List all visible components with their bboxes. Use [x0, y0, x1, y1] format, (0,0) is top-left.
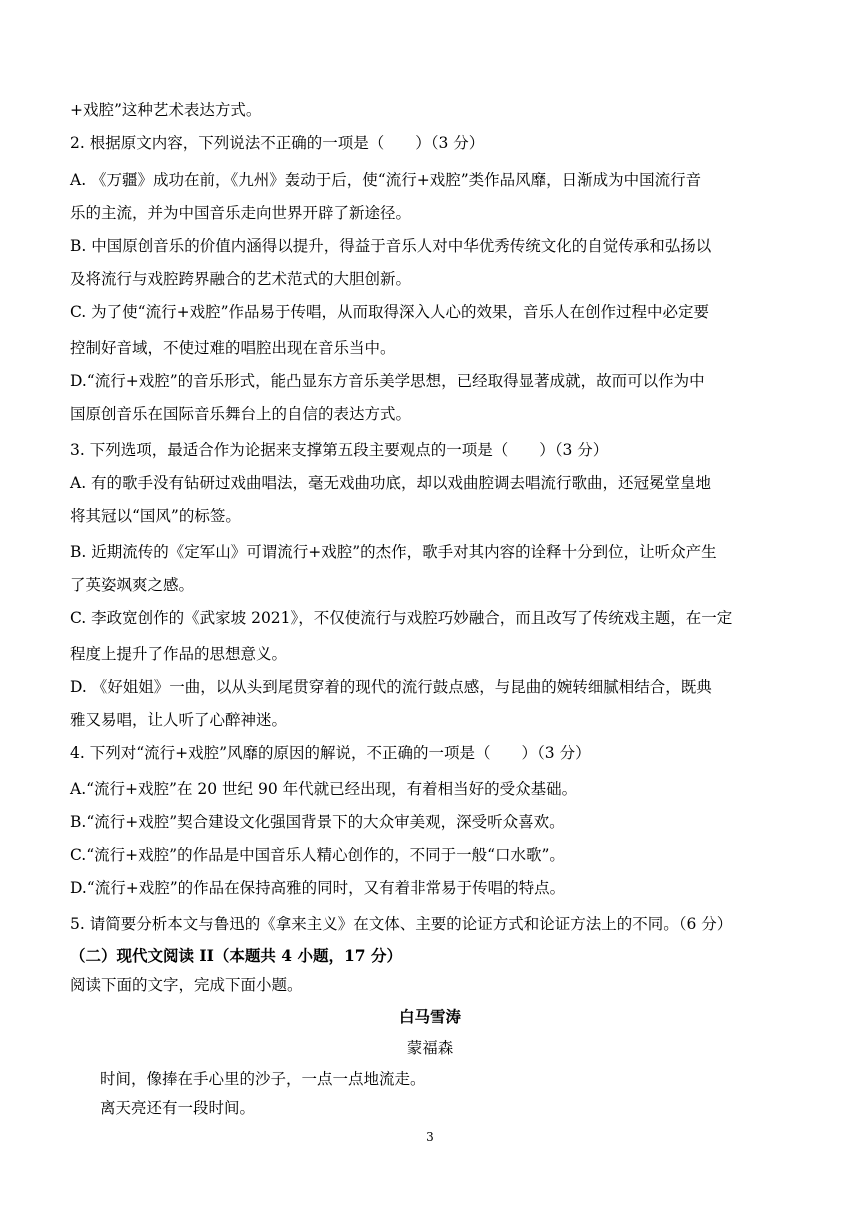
- option-line: 程度上提升了作品的思想意义。: [70, 645, 288, 663]
- story-author: 蒙福森: [406, 1039, 454, 1057]
- story-paragraph: 离天亮还有一段时间。: [100, 1099, 256, 1117]
- section-heading: （二）现代文阅读 II（本题共 4 小题，17 分）: [70, 946, 402, 965]
- question-3: 3. 下列选项，最适合作为论据来支撑第五段主要观点的一项是（ ）（3 分）: [70, 441, 609, 459]
- question-4: 4. 下列对“流行+戏腔”风靡的原因的解说，不正确的一项是（ ）（3 分）: [70, 744, 591, 762]
- option-line: 雅又易唱，让人听了心醉神迷。: [70, 711, 288, 729]
- option-line: 了英姿飒爽之感。: [70, 576, 195, 594]
- option-line: A. 有的歌手没有钻研过戏曲唱法，毫无戏曲功底，却以戏曲腔调去唱流行歌曲，还冠冕堂皇地: [70, 474, 712, 492]
- instruction-text: 阅读下面的文字，完成下面小题。: [70, 976, 303, 994]
- option-line: A.“流行+戏腔”在 20 世纪 90 年代就已经出现，有着相当好的受众基础。: [70, 780, 578, 798]
- option-line: B.“流行+戏腔”契合建设文化强国背景下的大众审美观，深受听众喜欢。: [70, 813, 565, 831]
- option-line: 控制好音域，不使过难的唱腔出现在音乐当中。: [70, 339, 396, 357]
- option-line: A. 《万疆》成功在前，《九州》轰动于后，使“流行+戏腔”类作品风靡，日渐成为中国流行音: [70, 171, 702, 189]
- option-line: B. 近期流传的《定军山》可谓流行+戏腔”的杰作，歌手对其内容的诠释十分到位，让听众产生: [70, 543, 717, 561]
- option-line: 将其冠以“国风”的标签。: [70, 507, 241, 525]
- option-line: C.“流行+戏腔”的作品是中国音乐人精心创作的，不同于一般“口水歌”。: [70, 846, 565, 864]
- question-2: 2. 根据原文内容，下列说法不正确的一项是（ ）（3 分）: [70, 134, 485, 152]
- page-number: 3: [426, 1130, 434, 1144]
- option-line: C. 为了使“流行+戏腔”作品易于传唱，从而取得深入人心的效果，音乐人在创作过程中必定要: [70, 303, 709, 321]
- option-line: D.“流行+戏腔”的作品在保持高雅的同时，又有着非常易于传唱的特点。: [70, 879, 566, 897]
- option-line: 国原创音乐在国际音乐舞台上的自信的表达方式。: [70, 405, 412, 423]
- story-paragraph: 时间，像捧在手心里的沙子，一点一点地流走。: [100, 1070, 426, 1088]
- option-line: D.“流行+戏腔”的音乐形式，能凸显东方音乐美学思想，已经取得显著成就，故而可以作为中: [70, 372, 705, 390]
- option-line: C. 李政宽创作的《武家坡 2021》，不仅使流行与戏腔巧妙融合，而且改写了传统戏主题，在一定: [70, 609, 733, 627]
- option-line: 乐的主流，并为中国音乐走向世界开辟了新途径。: [70, 204, 412, 222]
- question-5: 5. 请简要分析本文与鲁迅的《拿来主义》在文体、主要的论证方式和论证方法上的不同。（6 分）: [70, 915, 733, 933]
- story-title: 白马雪涛: [398, 1007, 461, 1026]
- option-line: B. 中国原创音乐的价值内涵得以提升，得益于音乐人对中华优秀传统文化的自觉传承和弘扬以: [70, 237, 712, 255]
- option-line: 及将流行与戏腔跨界融合的艺术范式的大胆创新。: [70, 270, 412, 288]
- option-line: D. 《好姐姐》一曲，以从头到尾贯穿着的现代的流行鼓点感，与昆曲的婉转细腻相结合，既典: [70, 678, 712, 696]
- text-line: +戏腔”这种艺术表达方式。: [70, 101, 262, 119]
